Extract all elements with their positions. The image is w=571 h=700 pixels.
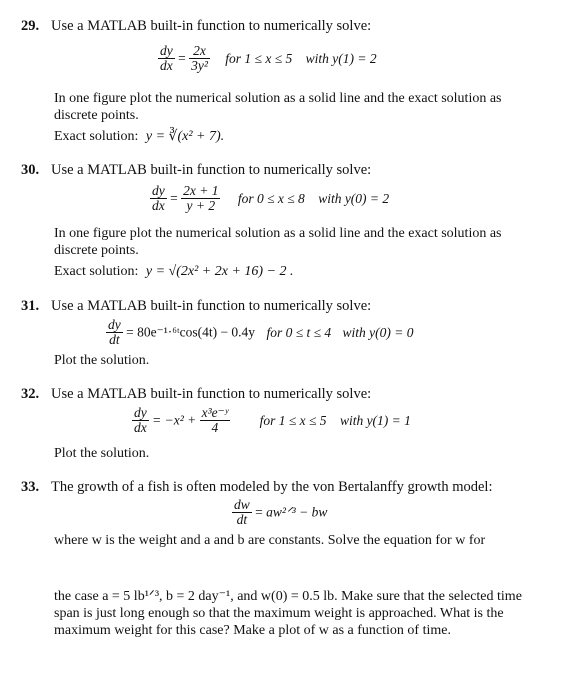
ode-equation: [106, 318, 414, 347]
ode-equation: [132, 406, 411, 435]
problem-instruction: Use a MATLAB built-in function to numerically solve:: [51, 298, 372, 314]
rhs-numerator: 2x + 1: [183, 183, 219, 198]
problem-body-continued: the case a = 5 lb¹ᐟ³, b = 2 day⁻¹, and w(0) = 0.5 lb. Make sure that the selected time span is just long enough so that the maximum weight is approached. What is the maximum weight for this case? Make a plot of w as a function of time.: [54, 589, 522, 638]
derivative-numerator: dy: [134, 405, 147, 420]
rhs-numerator: x³e⁻ʸ: [201, 405, 229, 420]
derivative-numerator: dy: [160, 43, 173, 58]
problem-instruction: Use a MATLAB built-in function to numerically solve:: [51, 18, 372, 34]
problem-heading: [21, 479, 492, 496]
ode-equation: [232, 498, 327, 527]
exact-solution-label: Exact solution:: [54, 129, 139, 144]
derivative-denominator: dx: [134, 420, 147, 435]
initial-condition: with y(0) = 2: [318, 190, 390, 206]
problem-heading: [21, 162, 371, 179]
derivative-denominator: dx: [160, 58, 173, 73]
problem-body: In one figure plot the numerical solution as a solid line and the exact solution as discrete points.: [54, 226, 502, 258]
problem-heading: [21, 386, 371, 403]
rhs-expression: aw²ᐟ³ − bw: [266, 504, 328, 520]
exact-solution: [54, 128, 534, 145]
problem-number: 30.: [21, 162, 40, 178]
problem-body: Plot the solution.: [54, 446, 150, 461]
rhs-denominator: 3y²: [191, 58, 208, 73]
derivative-numerator: dw: [234, 497, 250, 512]
domain-range: for 0 ≤ x ≤ 8: [237, 190, 305, 206]
equals-sign: =: [170, 190, 178, 206]
derivative-denominator: dt: [109, 332, 120, 347]
ode-equation: [158, 44, 377, 73]
problem-heading: [21, 18, 371, 35]
problem-body: where w is the weight and a and b are constants. Solve the equation for w for: [54, 533, 486, 548]
problem-number: 32.: [21, 386, 40, 402]
rhs-expression: 80e⁻¹·⁶ᵗcos(4t) − 0.4y: [137, 324, 256, 340]
exact-solution-value: y = ∛(x² + 7).: [145, 129, 225, 144]
equals-sign: =: [178, 50, 186, 66]
problem-body: In one figure plot the numerical solution as a solid line and the exact solution as discrete points.: [54, 91, 502, 123]
derivative-numerator: dy: [108, 317, 121, 332]
problem-heading: [21, 298, 371, 315]
initial-condition: with y(1) = 2: [305, 50, 377, 66]
problem-instruction: Use a MATLAB built-in function to numerically solve:: [51, 386, 372, 402]
derivative-numerator: dy: [152, 183, 165, 198]
domain-range: for 0 ≤ t ≤ 4: [266, 324, 332, 340]
problem-instruction: Use a MATLAB built-in function to numerically solve:: [51, 162, 372, 178]
problem-number: 29.: [21, 18, 40, 34]
derivative-denominator: dt: [236, 512, 248, 527]
exact-solution-label: Exact solution:: [54, 264, 139, 279]
rhs-denominator: 4: [211, 420, 219, 435]
exact-solution: [54, 263, 534, 280]
problem-number: 31.: [21, 298, 40, 314]
equation-lhs-terms: = −x² +: [152, 412, 197, 428]
ode-equation: [150, 184, 389, 213]
initial-condition: with y(0) = 0: [342, 324, 414, 340]
initial-condition: with y(1) = 1: [339, 412, 411, 428]
problem-number: 33.: [21, 479, 40, 495]
problem-instruction: The growth of a fish is often modeled by the von Bertalanffy growth model:: [51, 479, 493, 495]
problem-body: Plot the solution.: [54, 353, 150, 368]
rhs-denominator: y + 2: [186, 198, 216, 213]
domain-range: for 1 ≤ x ≤ 5: [259, 412, 327, 428]
rhs-numerator: 2x: [189, 44, 210, 59]
exact-solution-value: y = √(2x² + 2x + 16) − 2 .: [145, 264, 294, 279]
derivative-denominator: dx: [152, 198, 165, 213]
equals-sign: =: [255, 504, 263, 520]
equals-sign: =: [126, 324, 134, 340]
domain-range: for 1 ≤ x ≤ 5: [225, 50, 293, 66]
